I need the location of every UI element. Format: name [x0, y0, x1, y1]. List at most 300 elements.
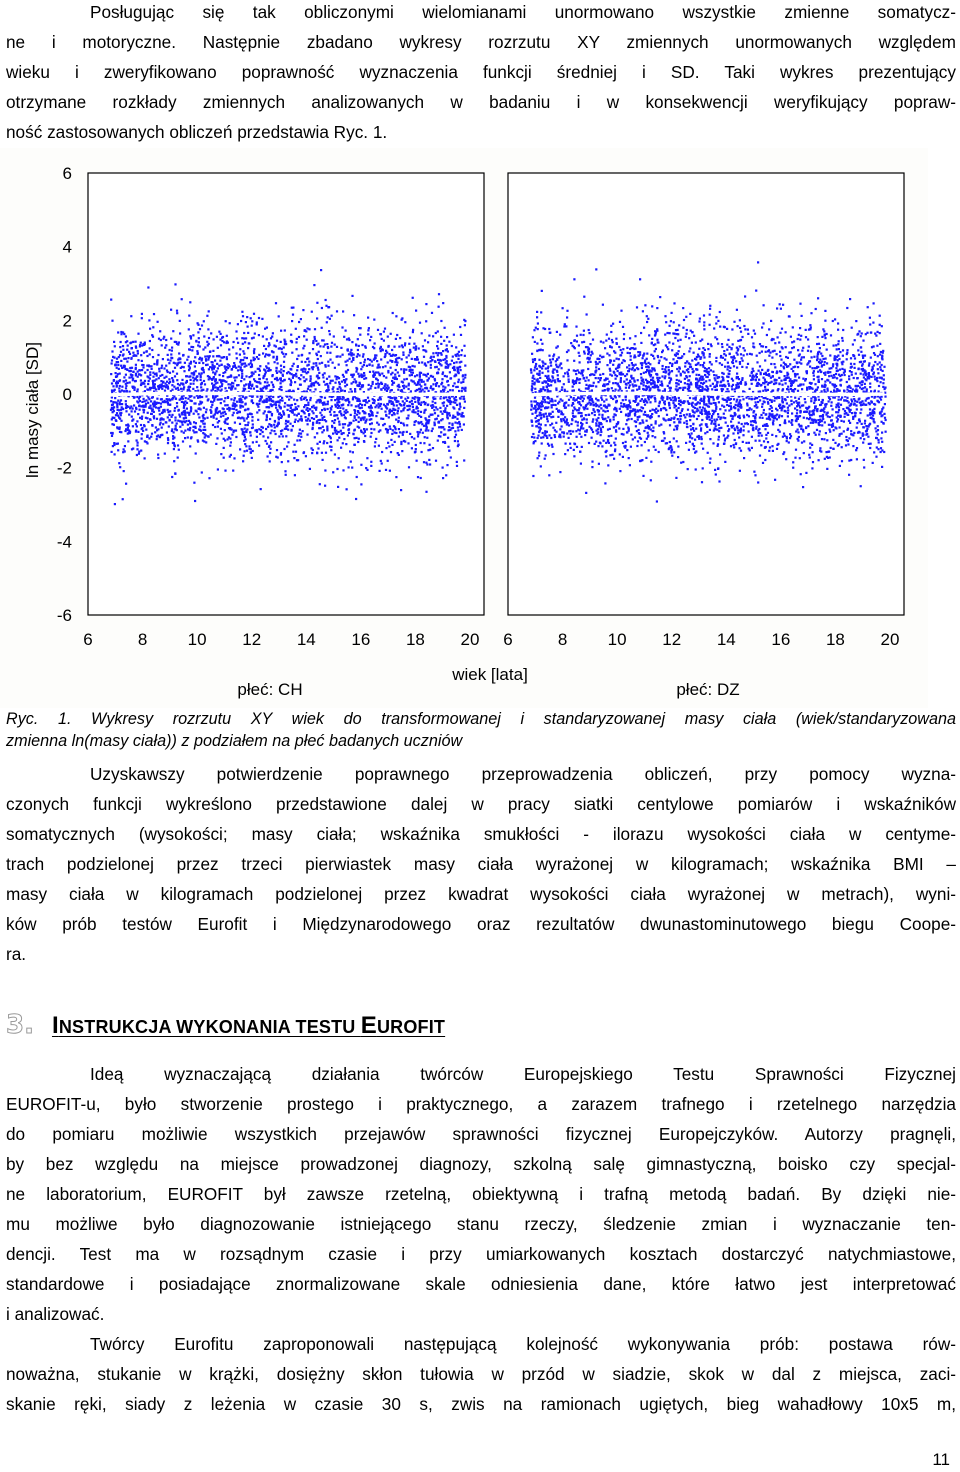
data-point — [434, 412, 436, 414]
data-point — [642, 310, 644, 312]
data-point — [232, 382, 234, 384]
data-point — [609, 370, 611, 372]
data-point — [602, 410, 604, 412]
data-point — [177, 383, 179, 385]
data-point — [392, 429, 394, 431]
data-point — [554, 400, 556, 402]
data-point — [321, 307, 323, 309]
data-point — [445, 356, 447, 358]
data-point — [753, 376, 755, 378]
data-point — [736, 367, 738, 369]
data-point — [247, 326, 249, 328]
data-point — [797, 366, 799, 368]
data-point — [132, 352, 134, 354]
data-point — [454, 375, 456, 377]
data-point — [817, 371, 819, 373]
data-point — [280, 433, 282, 435]
data-point — [283, 356, 285, 358]
data-point — [326, 428, 328, 430]
data-point — [184, 421, 186, 423]
data-point — [462, 374, 464, 376]
data-point — [440, 364, 442, 366]
data-point — [131, 420, 133, 422]
data-point — [687, 388, 689, 390]
data-point — [350, 422, 352, 424]
data-point — [187, 356, 189, 358]
data-point — [251, 364, 253, 366]
data-point — [324, 469, 326, 471]
data-point — [317, 367, 319, 369]
data-point — [417, 431, 419, 433]
data-point — [327, 401, 329, 403]
data-point — [260, 429, 262, 431]
data-point — [667, 385, 669, 387]
data-point — [555, 404, 557, 406]
data-point — [264, 386, 266, 388]
data-point — [210, 434, 212, 436]
data-point — [128, 414, 130, 416]
data-point — [871, 401, 873, 403]
data-point — [156, 361, 158, 363]
data-point — [657, 379, 659, 381]
data-point — [355, 437, 357, 439]
data-point — [438, 385, 440, 387]
data-point — [622, 399, 624, 401]
data-point — [391, 444, 393, 446]
data-point — [190, 361, 192, 363]
data-point — [312, 366, 314, 368]
data-point — [635, 425, 637, 427]
data-point — [114, 397, 116, 399]
data-point — [287, 371, 289, 373]
data-point — [323, 381, 325, 383]
data-point — [457, 440, 459, 442]
data-point — [136, 425, 138, 427]
data-point — [177, 444, 179, 446]
data-point — [803, 356, 805, 358]
data-point — [580, 334, 582, 336]
data-point — [425, 425, 427, 427]
data-point — [531, 404, 533, 406]
data-point — [384, 355, 386, 357]
data-point — [759, 399, 761, 401]
data-point — [284, 329, 286, 331]
data-point — [258, 403, 260, 405]
data-point — [396, 412, 398, 414]
data-point — [278, 418, 280, 420]
data-point — [684, 378, 686, 380]
data-point — [212, 350, 214, 352]
data-point — [295, 328, 297, 330]
data-point — [117, 427, 119, 429]
data-point — [646, 358, 648, 360]
data-point — [719, 453, 721, 455]
data-point — [575, 382, 577, 384]
data-point — [156, 418, 158, 420]
data-point — [407, 442, 409, 444]
data-point — [155, 372, 157, 374]
data-point — [437, 354, 439, 356]
data-point — [197, 408, 199, 410]
data-point — [828, 424, 830, 426]
data-point — [412, 329, 414, 331]
data-point — [432, 406, 434, 408]
data-point — [396, 362, 398, 364]
data-point — [736, 373, 738, 375]
data-point — [171, 384, 173, 386]
data-point — [169, 349, 171, 351]
data-point — [143, 406, 145, 408]
data-point — [147, 286, 149, 288]
data-point — [757, 401, 759, 403]
data-point — [321, 362, 323, 364]
data-point — [136, 439, 138, 441]
data-point — [288, 414, 290, 416]
data-point — [136, 448, 138, 450]
data-point — [678, 350, 680, 352]
data-point — [311, 383, 313, 385]
data-point — [251, 371, 253, 373]
data-point — [616, 342, 618, 344]
data-point — [158, 338, 160, 340]
data-point — [556, 408, 558, 410]
data-point — [832, 408, 834, 410]
data-point — [815, 389, 817, 391]
data-point — [707, 343, 709, 345]
data-point — [224, 371, 226, 373]
data-point — [767, 350, 769, 352]
data-point — [781, 415, 783, 417]
data-point — [791, 424, 793, 426]
data-point — [884, 387, 886, 389]
data-point — [646, 438, 648, 440]
data-point — [330, 449, 332, 451]
data-point — [625, 384, 627, 386]
data-point — [307, 404, 309, 406]
data-point — [327, 346, 329, 348]
data-point — [835, 406, 837, 408]
data-point — [822, 328, 824, 330]
data-point — [195, 410, 197, 412]
data-point — [124, 430, 126, 432]
data-point — [816, 343, 818, 345]
data-point — [732, 432, 734, 434]
data-point — [696, 418, 698, 420]
data-point — [806, 389, 808, 391]
data-point — [345, 443, 347, 445]
data-point — [434, 402, 436, 404]
data-point — [285, 353, 287, 355]
data-point — [719, 385, 721, 387]
data-point — [384, 411, 386, 413]
data-point — [280, 341, 282, 343]
data-point — [169, 410, 171, 412]
data-point — [655, 422, 657, 424]
data-point — [422, 432, 424, 434]
data-point — [455, 354, 457, 356]
data-point — [779, 407, 781, 409]
data-point — [316, 452, 318, 454]
data-point — [454, 436, 456, 438]
data-point — [601, 414, 603, 416]
data-point — [871, 376, 873, 378]
data-point — [121, 403, 123, 405]
data-point — [747, 329, 749, 331]
data-point — [265, 387, 267, 389]
data-point — [315, 365, 317, 367]
data-point — [220, 379, 222, 381]
data-point — [284, 470, 286, 472]
data-point — [122, 331, 124, 333]
data-point — [784, 435, 786, 437]
data-point — [235, 409, 237, 411]
data-point — [290, 381, 292, 383]
data-point — [321, 327, 323, 329]
data-point — [427, 422, 429, 424]
data-point — [353, 420, 355, 422]
data-point — [356, 356, 358, 358]
data-point — [217, 468, 219, 470]
data-point — [288, 405, 290, 407]
data-point — [336, 346, 338, 348]
data-point — [244, 436, 246, 438]
data-point — [206, 341, 208, 343]
data-point — [119, 402, 121, 404]
data-point — [304, 371, 306, 373]
data-point — [829, 429, 831, 431]
data-point — [276, 372, 278, 374]
data-point — [276, 409, 278, 411]
data-point — [117, 415, 119, 417]
data-point — [289, 410, 291, 412]
data-point — [847, 443, 849, 445]
data-point — [247, 347, 249, 349]
data-point — [461, 387, 463, 389]
data-point — [167, 409, 169, 411]
data-point — [635, 385, 637, 387]
data-point — [355, 498, 357, 500]
data-point — [457, 426, 459, 428]
data-point — [173, 386, 175, 388]
data-point — [360, 419, 362, 421]
data-point — [216, 437, 218, 439]
data-point — [735, 404, 737, 406]
data-point — [267, 411, 269, 413]
data-point — [581, 341, 583, 343]
data-point — [299, 439, 301, 441]
data-point — [266, 406, 268, 408]
data-point — [251, 325, 253, 327]
data-point — [419, 322, 421, 324]
data-point — [266, 401, 268, 403]
data-point — [239, 401, 241, 403]
data-point — [161, 384, 163, 386]
data-point — [735, 360, 737, 362]
data-point — [558, 401, 560, 403]
data-point — [259, 433, 261, 435]
data-point — [407, 417, 409, 419]
data-point — [775, 415, 777, 417]
data-point — [208, 436, 210, 438]
data-point — [363, 372, 365, 374]
data-point — [147, 369, 149, 371]
data-point — [393, 346, 395, 348]
data-point — [229, 445, 231, 447]
data-point — [208, 343, 210, 345]
data-point — [239, 361, 241, 363]
data-point — [391, 360, 393, 362]
data-point — [438, 352, 440, 354]
data-point — [222, 336, 224, 338]
data-point — [459, 423, 461, 425]
data-point — [394, 431, 396, 433]
data-point — [428, 459, 430, 461]
data-point — [130, 374, 132, 376]
data-point — [341, 432, 343, 434]
data-point — [686, 423, 688, 425]
data-point — [216, 336, 218, 338]
data-point — [311, 428, 313, 430]
data-point — [243, 440, 245, 442]
data-point — [443, 405, 445, 407]
data-point — [241, 375, 243, 377]
data-point — [120, 414, 122, 416]
data-point — [445, 474, 447, 476]
data-point — [119, 426, 121, 428]
data-point — [620, 405, 622, 407]
data-point — [676, 379, 678, 381]
data-point — [573, 360, 575, 362]
data-point — [387, 431, 389, 433]
data-point — [640, 342, 642, 344]
data-point — [193, 396, 195, 398]
data-point — [191, 349, 193, 351]
data-point — [430, 367, 432, 369]
data-point — [249, 448, 251, 450]
data-point — [583, 296, 585, 298]
data-point — [810, 312, 812, 314]
data-point — [412, 403, 414, 405]
data-point — [253, 350, 255, 352]
data-point — [818, 343, 820, 345]
data-point — [357, 373, 359, 375]
data-point — [393, 412, 395, 414]
data-point — [650, 479, 652, 481]
data-point — [459, 406, 461, 408]
data-point — [121, 406, 123, 408]
data-point — [196, 376, 198, 378]
data-point — [395, 354, 397, 356]
data-point — [695, 468, 697, 470]
data-point — [459, 361, 461, 363]
data-point — [351, 382, 353, 384]
data-point — [868, 365, 870, 367]
data-point — [300, 369, 302, 371]
data-point — [252, 423, 254, 425]
data-point — [678, 366, 680, 368]
data-point — [454, 399, 456, 401]
data-point — [600, 377, 602, 379]
data-point — [341, 326, 343, 328]
data-point — [343, 414, 345, 416]
data-point — [181, 379, 183, 381]
data-point — [425, 430, 427, 432]
data-point — [361, 407, 363, 409]
data-point — [438, 435, 440, 437]
data-point — [112, 411, 114, 413]
data-point — [234, 397, 236, 399]
data-point — [835, 367, 837, 369]
data-point — [448, 341, 450, 343]
data-point — [304, 412, 306, 414]
data-point — [135, 341, 137, 343]
data-point — [201, 396, 203, 398]
data-point — [137, 352, 139, 354]
data-point — [457, 368, 459, 370]
data-point — [677, 425, 679, 427]
data-point — [282, 435, 284, 437]
data-point — [356, 368, 358, 370]
data-point — [340, 447, 342, 449]
data-point — [275, 433, 277, 435]
data-point — [397, 421, 399, 423]
data-point — [204, 346, 206, 348]
data-point — [883, 423, 885, 425]
data-point — [841, 460, 843, 462]
data-point — [256, 411, 258, 413]
data-point — [437, 341, 439, 343]
data-point — [420, 429, 422, 431]
data-point — [265, 371, 267, 373]
data-point — [189, 427, 191, 429]
data-point — [430, 405, 432, 407]
data-point — [228, 427, 230, 429]
data-point — [120, 341, 122, 343]
data-point — [879, 324, 881, 326]
data-point — [119, 379, 121, 381]
data-point — [316, 354, 318, 356]
data-point — [333, 335, 335, 337]
data-point — [298, 435, 300, 437]
data-point — [856, 422, 858, 424]
data-point — [376, 422, 378, 424]
data-point — [460, 382, 462, 384]
data-point — [137, 333, 139, 335]
data-point — [125, 379, 127, 381]
data-point — [263, 412, 265, 414]
data-point — [535, 327, 537, 329]
data-point — [112, 385, 114, 387]
data-point — [284, 379, 286, 381]
data-point — [264, 381, 266, 383]
data-point — [159, 436, 161, 438]
data-point — [266, 385, 268, 387]
data-point — [303, 376, 305, 378]
data-point — [131, 416, 133, 418]
data-point — [193, 413, 195, 415]
data-point — [279, 347, 281, 349]
data-point — [361, 344, 363, 346]
data-point — [275, 345, 277, 347]
data-point — [436, 382, 438, 384]
data-point — [127, 427, 129, 429]
data-point — [570, 433, 572, 435]
data-point — [306, 358, 308, 360]
data-point — [542, 349, 544, 351]
data-point — [325, 299, 327, 301]
data-point — [442, 402, 444, 404]
data-point — [117, 449, 119, 451]
